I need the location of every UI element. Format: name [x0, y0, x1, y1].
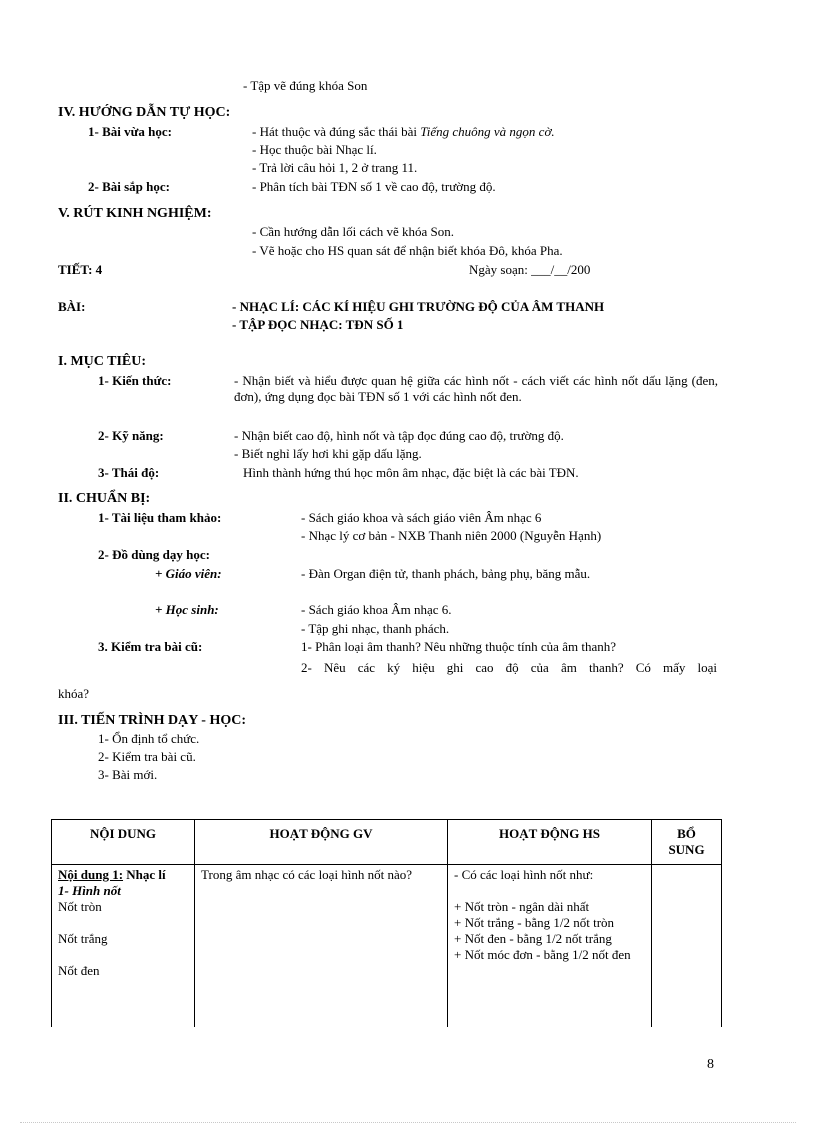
nd-subheading: 1- Hình nốt [58, 883, 121, 898]
nd-item-not-den: Nốt đen [58, 963, 100, 978]
hs-item-1: + Nốt tròn - ngân dài nhất [454, 899, 590, 914]
giao-vien-text: - Đàn Organ điện tử, thanh phách, bảng phụ, băng mẫu. [301, 566, 591, 581]
ky-nang-line1: - Nhận biết cao độ, hình nốt và tập đọc đúng cao độ, trường độ. [234, 428, 564, 443]
section-iv-sub1-line2: - Học thuộc bài Nhạc lí. [252, 142, 377, 157]
table-header-row [52, 820, 722, 865]
kiem-tra-line3: khóa? [58, 686, 90, 701]
cell-bo-sung [652, 865, 722, 1027]
page-number: 8 [707, 1057, 714, 1072]
tai-lieu-line1: - Sách giáo khoa và sách giáo viên Âm nhạc 6 [301, 510, 542, 525]
ky-nang-label: 2- Kỹ năng: [98, 428, 164, 443]
cell-noi-dung [52, 865, 195, 1027]
table-row [52, 865, 722, 1027]
ngay-soan: Ngày soạn: ___/__/200 [469, 262, 591, 277]
section-iv-sub2-label: 2- Bài sắp học: [88, 179, 170, 194]
bai-title-line1: - NHẠC LÍ: CÁC KÍ HIỆU GHI TRƯỜNG ĐỘ CỦA ÂM THANH [232, 299, 605, 314]
giao-vien-label: + Giáo viên: [155, 566, 222, 581]
hoc-sinh-line2: - Tập ghi nhạc, thanh phách. [301, 621, 450, 636]
cell-hoat-dong-gv: Trong âm nhạc có các loại hình nốt nào? [195, 865, 448, 1027]
hs-intro: - Có các loại hình nốt như: [454, 867, 594, 882]
tai-lieu-line2: - Nhạc lý cơ bản - NXB Thanh niên 2000 (Nguyễn Hạnh) [301, 528, 602, 543]
nd-item-not-trang: Nốt trắng [58, 931, 108, 946]
section-v-heading: V. RÚT KINH NGHIỆM: [58, 206, 212, 221]
sub1-line1-text: - Hát thuộc và đúng sắc thái bài [252, 124, 421, 139]
section-i-heading: I. MỤC TIÊU: [58, 354, 147, 369]
section-iv-sub2-line1: - Phân tích bài TĐN số 1 về cao độ, trường độ. [252, 179, 496, 194]
hs-item-3: + Nốt đen - bằng 1/2 nốt trắng [454, 931, 612, 946]
section-iv-heading: IV. HƯỚNG DẪN TỰ HỌC: [58, 105, 231, 120]
section-iii-heading: III. TIẾN TRÌNH DẠY - HỌC: [58, 713, 246, 728]
section-iii-line3: 3- Bài mới. [98, 767, 158, 782]
hoc-sinh-line1: - Sách giáo khoa Âm nhạc 6. [301, 602, 452, 617]
section-v-line2: - Vẽ hoặc cho HS quan sát để nhận biết khóa Đô, khóa Pha. [252, 243, 563, 258]
header-noi-dung: NỘI DUNG [52, 820, 195, 865]
section-iii-line1: 1- Ổn định tổ chức. [98, 731, 200, 746]
tai-lieu-label: 1- Tài liệu tham khảo: [98, 510, 222, 525]
header-bo-sung: BỔ SUNG [652, 820, 722, 865]
section-iv-sub1-label: 1- Bài vừa học: [88, 124, 172, 139]
hs-item-4: + Nốt móc đơn - bằng 1/2 nốt đen [454, 947, 631, 962]
thai-do-label: 3- Thái độ: [98, 465, 160, 480]
section-ii-heading: II. CHUẨN BỊ: [58, 491, 151, 506]
header-hoat-dong-hs: HOẠT ĐỘNG HS [448, 820, 652, 865]
kiem-tra-line1: 1- Phân loại âm thanh? Nêu những thuộc tính của âm thanh? [301, 639, 616, 654]
tiet-label: TIẾT: 4 [58, 262, 103, 277]
lesson-table [51, 819, 722, 1027]
do-dung-label: 2- Đồ dùng dạy học: [98, 547, 210, 562]
bai-label: BÀI: [58, 299, 86, 314]
kien-thuc-text: - Nhận biết và hiểu được quan hệ giữa các hình nốt - cách viết các hình nốt dấu lặng (đen, đơn), ứng dụng đọc bài TĐN số 1 với các hình nốt đen. [234, 373, 718, 404]
top-line: - Tập vẽ đúng khóa Son [243, 78, 368, 93]
bai-title-line2: - TẬP ĐỌC NHẠC: TĐN SỐ 1 [232, 317, 404, 332]
section-iv-sub1-line3: - Trả lời câu hỏi 1, 2 ở trang 11. [252, 160, 418, 175]
kien-thuc-label: 1- Kiến thức: [98, 373, 172, 388]
thai-do-text: Hình thành hứng thú học môn âm nhạc, đặc biệt là các bài TĐN. [243, 465, 579, 480]
nd-title-underlined: Nội dung 1: [58, 867, 124, 882]
song-title: Tiếng chuông và ngọn cờ. [420, 124, 555, 139]
ky-nang-line2: - Biết nghỉ lấy hơi khi gặp dấu lặng. [234, 446, 422, 461]
section-v-line1: - Cần hướng dẫn lối cách vẽ khóa Son. [252, 224, 455, 239]
section-iii-line2: 2- Kiểm tra bài cũ. [98, 749, 196, 764]
cell-hoat-dong-hs [448, 865, 652, 1027]
kiem-tra-line2: 2- Nêu các ký hiệu ghi cao độ của âm thanh? Có mấy loại [301, 660, 717, 675]
nd-title [58, 867, 188, 883]
header-hoat-dong-gv: HOẠT ĐỘNG GV [195, 820, 448, 865]
section-iv-sub1-line1 [252, 124, 555, 140]
hs-item-2: + Nốt trắng - bằng 1/2 nốt tròn [454, 915, 615, 930]
nd-item-not-tron: Nốt tròn [58, 899, 102, 914]
kiem-tra-label: 3. Kiểm tra bài cũ: [98, 639, 203, 654]
nd-title-rest: Nhạc lí [123, 867, 166, 882]
hoc-sinh-label: + Học sinh: [155, 602, 219, 617]
